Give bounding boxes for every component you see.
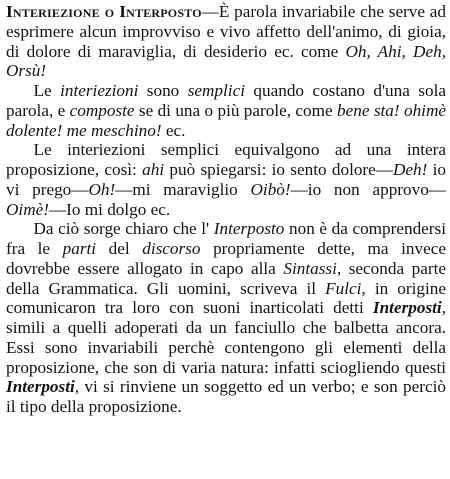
p2-run: composte xyxy=(69,100,135,120)
p4-run: Interposti xyxy=(372,298,442,318)
p3-run: Deh! xyxy=(392,160,428,179)
p3-run: —Io mi dolgo ec. xyxy=(48,199,171,219)
p4-run: propriamente dette, ma invece dovrebbe essere allogato in capo alla xyxy=(6,239,446,278)
p4-run: parti xyxy=(62,239,97,258)
p2-run: Le xyxy=(33,81,61,100)
p2-run: semplici xyxy=(187,81,245,100)
p2-run: bene sta! ohimè dolente! me meschino! xyxy=(6,100,446,140)
p4-run: Sintassi xyxy=(283,258,337,278)
p3-run: Oh! xyxy=(88,179,116,199)
p3-run: può spiegarsi: io sento dolore— xyxy=(164,160,393,179)
p2-run: quando costano d'una sola parola, e xyxy=(6,81,446,120)
entry-paragraph-types xyxy=(6,81,446,140)
p2-run: sono xyxy=(138,81,188,100)
p4-run: Interposti xyxy=(6,377,75,397)
entry-paragraph-equivalence xyxy=(6,140,446,219)
p1-run: Oh, Ahi, Deh, Orsù! xyxy=(6,41,446,81)
p2-run: interiezioni xyxy=(60,81,139,100)
p4-run: , vi si rinviene un soggetto ed un verbo; e son perciò il tipo della proposizione. xyxy=(6,377,446,416)
entry-headword: Interiezione o Interposto xyxy=(6,2,202,21)
p3-run: Oibò! xyxy=(250,179,291,199)
entry-paragraph-syntax xyxy=(6,219,446,417)
p4-run: discorso xyxy=(142,239,201,258)
p4-run: non è da comprendersi fra le xyxy=(6,219,446,258)
p3-run: io vi prego— xyxy=(6,160,447,199)
p3-run: Le interiezioni semplici equivalgono ad una intera proposizione, così: xyxy=(6,140,446,179)
p4-run: , simili a quelli adoperati da un fanciullo che balbetta ancora. Essi sono invariabili perchè contengono gli elementi della proposizione, che son di varia natura: infatti sciogliendo questi xyxy=(6,298,446,377)
p3-run: —io non approvo— xyxy=(290,179,446,199)
p4-run: del xyxy=(96,239,143,258)
p2-run: ec. xyxy=(161,120,186,140)
entry-paragraph-definition xyxy=(6,2,446,81)
p4-run: , seconda parte della Grammatica. Gli uomini, scriveva il xyxy=(6,258,446,298)
p1-run: —È parola invariabile che serve ad esprimere alcun improvviso e vivo affetto dell'animo, di gioia, di dolore di maraviglia, di desiderio ec. come xyxy=(6,2,446,61)
p3-run: ahi xyxy=(142,160,165,179)
p3-run: Oimè! xyxy=(6,199,49,219)
p3-run: —mi maraviglio xyxy=(115,179,251,199)
p2-run: se di una o più parole, come xyxy=(134,100,338,120)
p4-run: , in origine comunicaron tra loro con suoni inarticolati detti xyxy=(6,278,446,318)
p4-run: Da ciò sorge chiaro che l' xyxy=(33,219,214,239)
p4-run: Fulci xyxy=(325,278,362,298)
p4-run: Interposto xyxy=(213,219,285,239)
